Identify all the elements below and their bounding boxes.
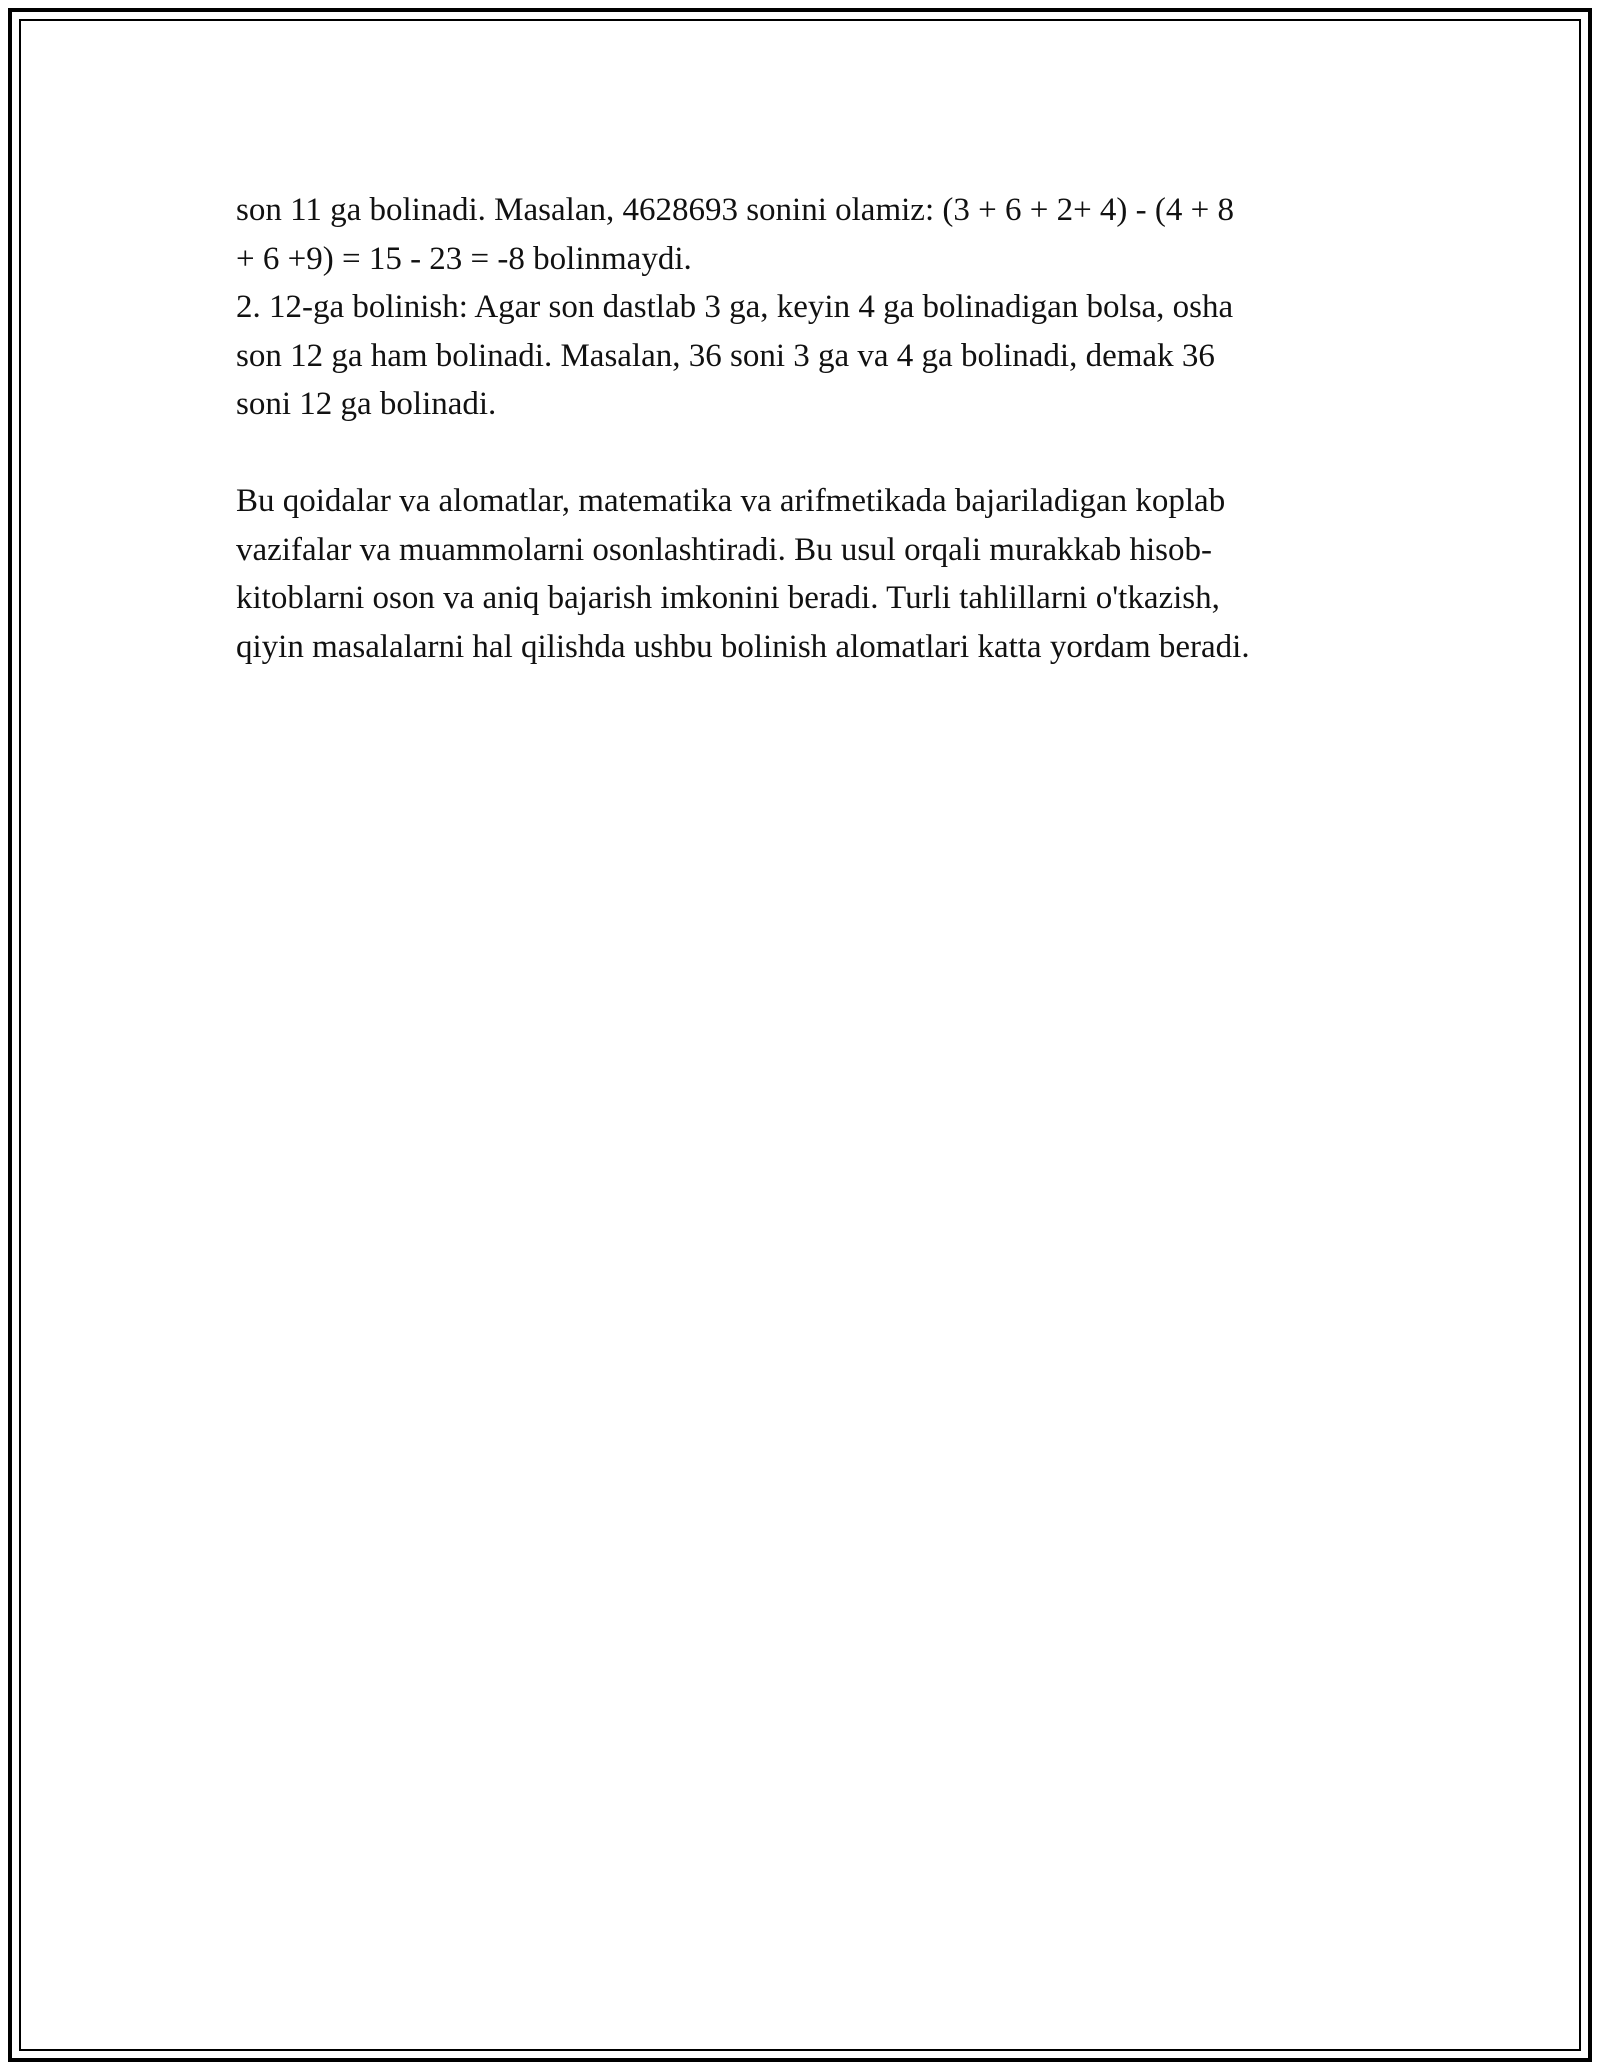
text-line: Bu qoidalar va alomatlar, matematika va arifmetikada bajariladigan koplab <box>236 483 1226 519</box>
text-line: vazifalar va muammolarni osonlashtiradi. Bu usul orqali murakkab hisob- <box>236 531 1213 568</box>
document-body <box>236 186 1376 671</box>
text-line: qiyin masalalarni hal qilishda ushbu bolinish alomatlari katta yordam beradi. <box>236 628 1250 665</box>
paragraph-conclusion <box>236 477 1376 671</box>
paragraph-divisibility-rules <box>236 186 1376 429</box>
text-line: + 6 +9) = 15 - 23 = -8 bolinmaydi. <box>236 240 692 277</box>
paragraph-spacer <box>236 429 1376 478</box>
text-line: kitoblarni oson va aniq bajarish imkonini beradi. Turli tahlillarni o'tkazish, <box>236 580 1220 616</box>
text-line: son 11 ga bolinadi. Masalan, 4628693 sonini olamiz: (3 + 6 + 2+ 4) - (4 + 8 <box>236 192 1235 228</box>
text-line: soni 12 ga bolinadi. <box>236 386 497 422</box>
text-line: son 12 ga ham bolinadi. Masalan, 36 soni 3 ga va 4 ga bolinadi, demak 36 <box>236 337 1215 374</box>
text-line: 2. 12-ga bolinish: Agar son dastlab 3 ga, keyin 4 ga bolinadigan bolsa, osha <box>236 289 1234 325</box>
